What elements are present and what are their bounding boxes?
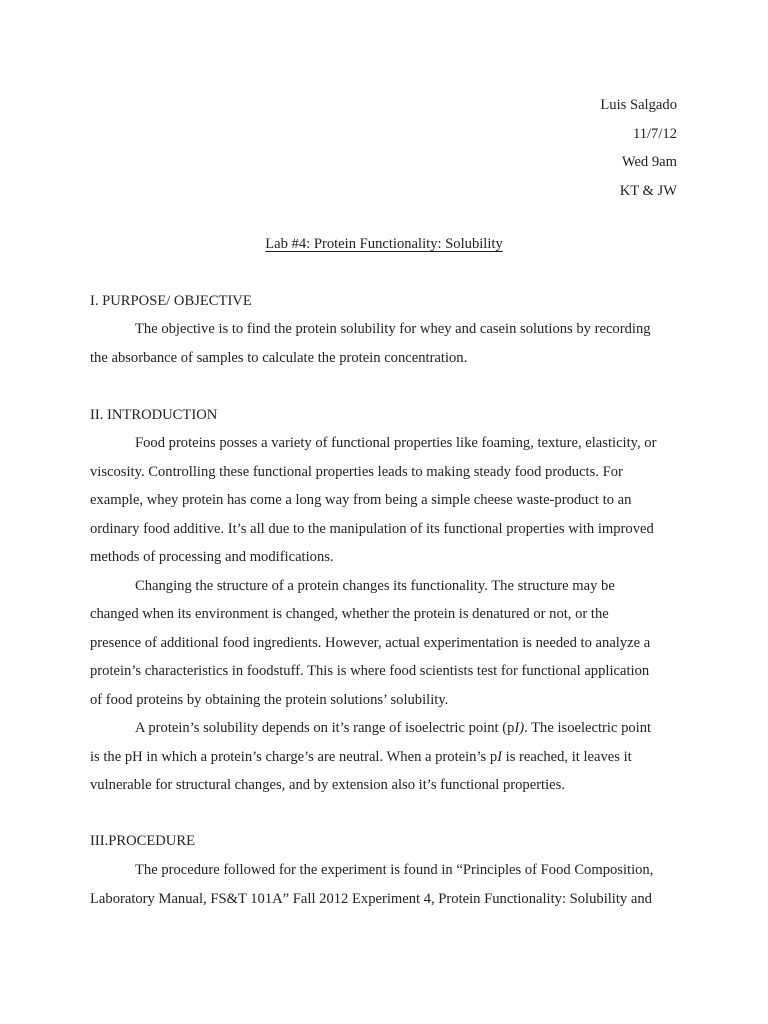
paragraph-line: ordinary food additive. It’s all due to the manipulation of its functional properties with improved (90, 520, 654, 537)
procedure-heading: III.PROCEDURE (90, 833, 195, 849)
paragraph-line: changed when its environment is changed, whether the protein is denatured or not, or the (90, 606, 609, 622)
paragraph-line: The objective is to find the protein solubility for whey and casein solutions by recording (135, 321, 651, 337)
title-text: Lab #4: Protein Functionality: Solubility (265, 236, 503, 252)
document-title (0, 234, 768, 254)
procedure-paragraph (90, 856, 681, 913)
lab-session: Wed 9am (621, 154, 677, 170)
line-text: . The isoelectric point (524, 720, 652, 736)
report-date: 11/7/12 (632, 125, 677, 142)
introduction-body (90, 429, 681, 800)
paragraph-line: vulnerable for structural changes, and by extension also it’s functional properties. (90, 777, 565, 793)
purpose-paragraph (90, 315, 681, 372)
author-name: Luis Salgado (600, 97, 677, 113)
paragraph-line: viscosity. Controlling these functional properties leads to making steady food products. For (90, 463, 623, 480)
instructor-initials: KT & JW (619, 182, 677, 199)
author-header (600, 91, 677, 205)
purpose-heading: I. PURPOSE/ OBJECTIVE (90, 293, 252, 309)
line-text: is the pH in which a protein’s charge’s are neutral. When a protein’s p (90, 748, 498, 765)
pi-symbol-italic: I (497, 748, 503, 765)
line-text: is reached, it leaves it (502, 748, 632, 765)
paragraph-line: the absorbance of samples to calculate the protein concentration. (90, 349, 468, 366)
paragraph-line (90, 714, 681, 743)
introduction-heading: II. INTRODUCTION (90, 407, 218, 423)
line-text: A protein’s solubility depends on it’s range of isoelectric point (p (135, 720, 515, 736)
pi-symbol-italic: I) (514, 720, 525, 736)
paragraph-line: methods of processing and modifications. (90, 549, 334, 565)
paragraph-line (90, 743, 681, 772)
paragraph-line: protein’s characteristics in foodstuff. This is where food scientists test for functional application (90, 663, 650, 679)
paragraph-line: Changing the structure of a protein changes its functionality. The structure may be (135, 577, 615, 594)
paragraph-line: The procedure followed for the experiment is found in “Principles of Food Composition, (135, 862, 654, 878)
paragraph-line: of food proteins by obtaining the protein solutions’ solubility. (90, 691, 449, 708)
paragraph-line: example, whey protein has come a long way from being a simple cheese waste-product to an (90, 492, 632, 508)
paragraph-line: Laboratory Manual, FS&T 101A” Fall 2012 Experiment 4, Protein Functionality: Solubility and (90, 890, 652, 907)
paragraph-line: Food proteins posses a variety of functional properties like foaming, texture, elasticity, or (135, 435, 657, 451)
paragraph-line: presence of additional food ingredients. However, actual experimentation is needed to analyze a (90, 634, 651, 651)
